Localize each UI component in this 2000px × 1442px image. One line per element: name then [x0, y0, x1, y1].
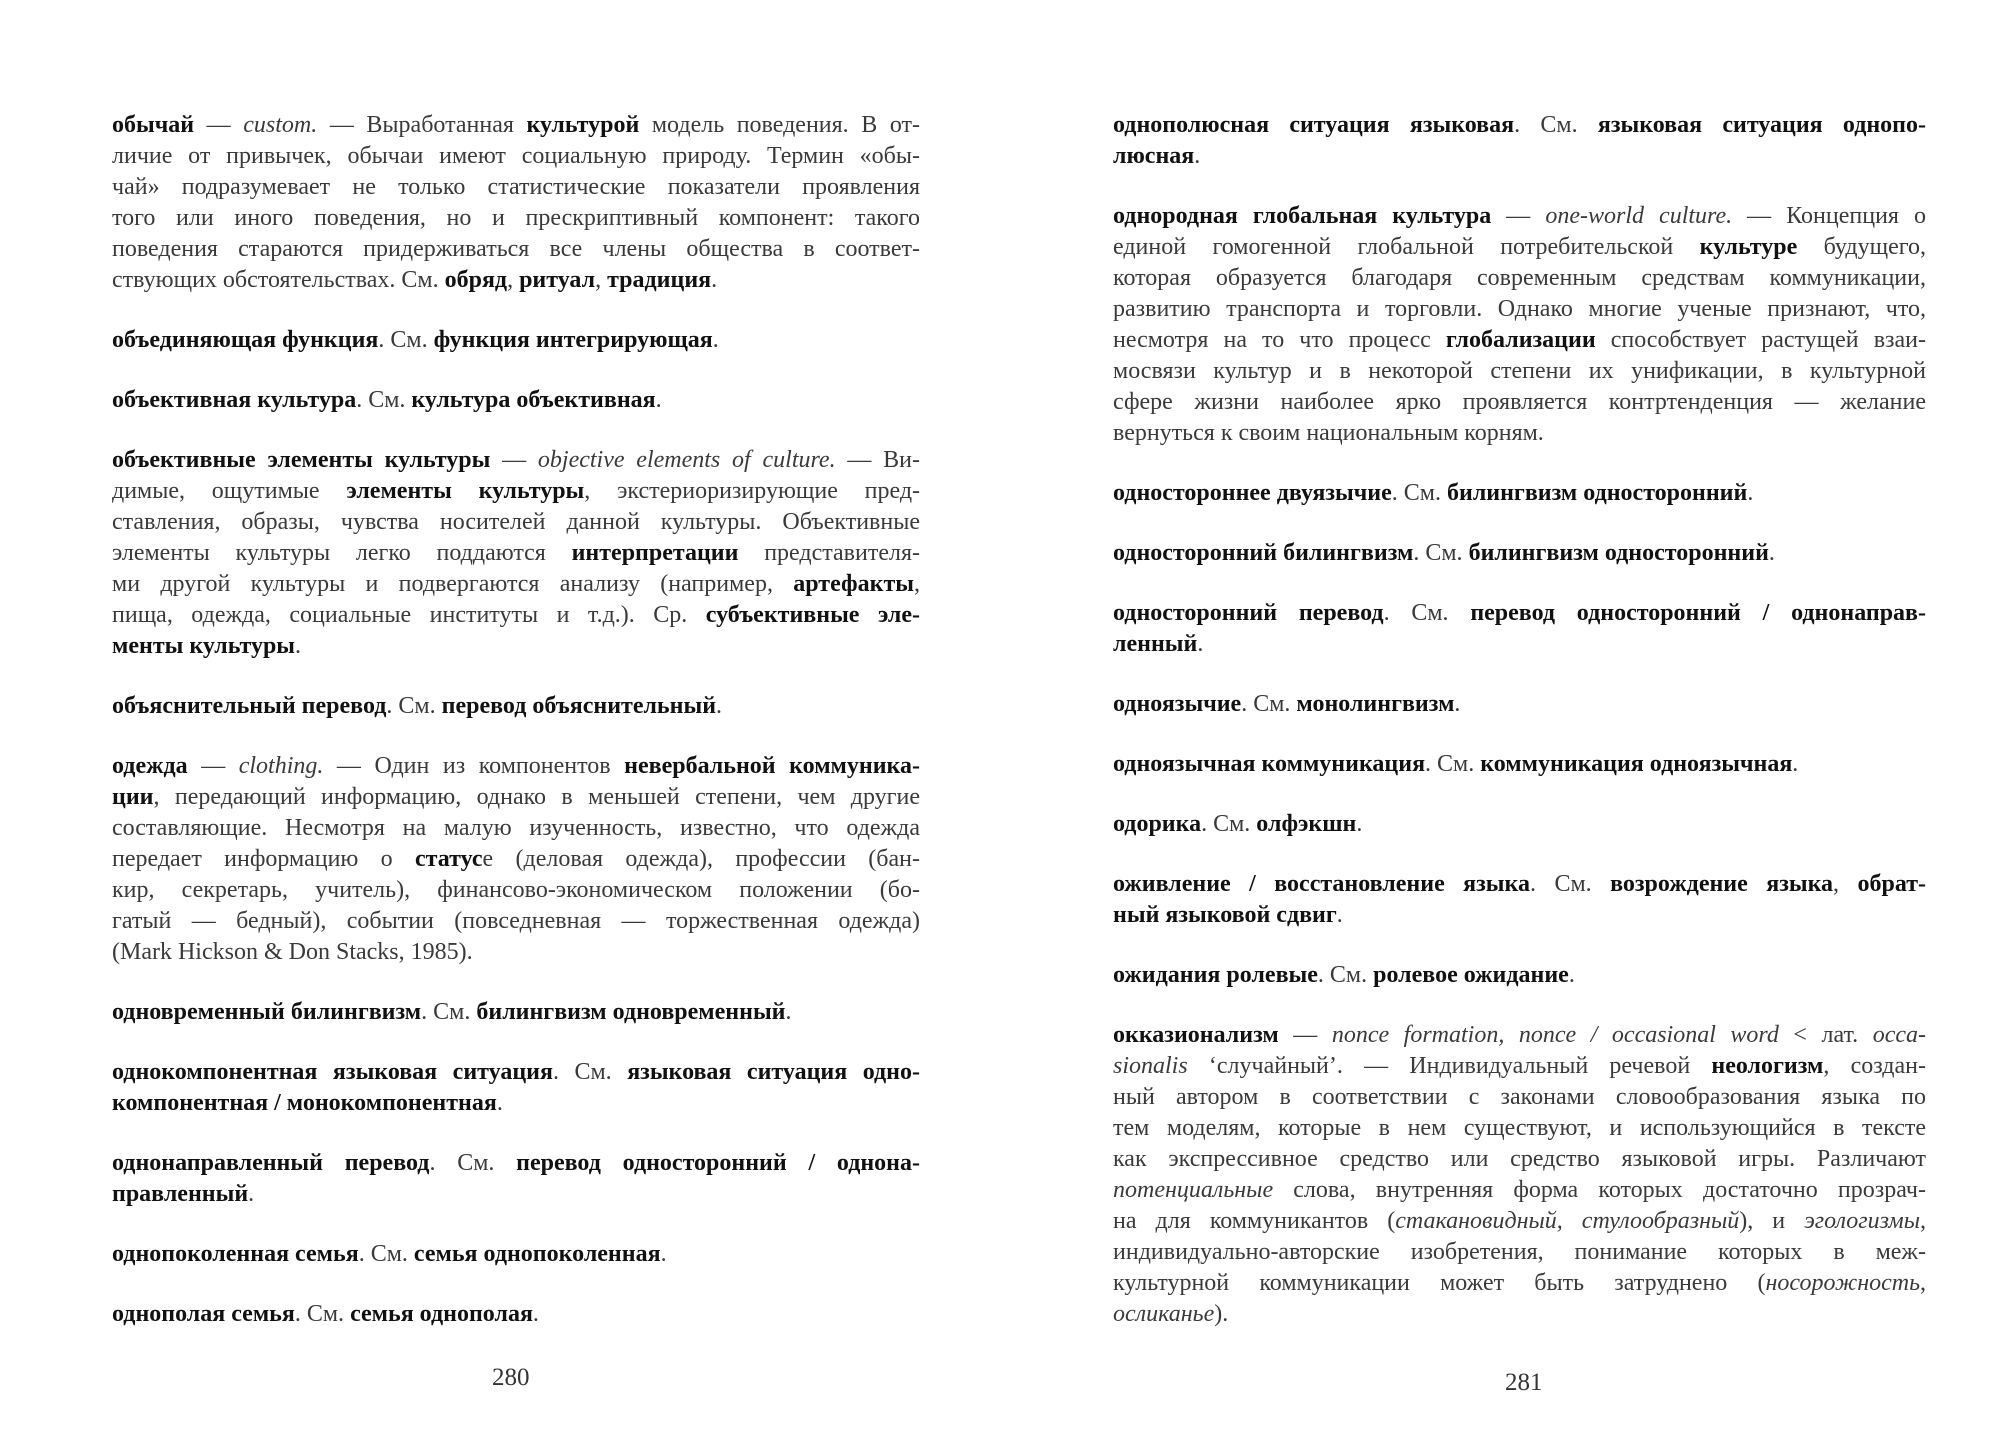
- text: ,: [1920, 1208, 1926, 1234]
- dictionary-entry: [1113, 689, 1926, 720]
- term-bold: односторонний билингвизм: [1113, 540, 1414, 566]
- term-bold: языковая ситуация одно-: [627, 1059, 920, 1085]
- entry-line: [1113, 232, 1926, 263]
- text: будущего,: [1797, 234, 1926, 260]
- text-italic: эгологизмы: [1804, 1208, 1920, 1234]
- dictionary-entry: [1113, 749, 1926, 780]
- left-page-column: [112, 110, 920, 1359]
- text: — Выработанная: [317, 112, 527, 138]
- entry-line: [112, 751, 920, 782]
- term-bold: однополюсная ситуация языковая: [1113, 112, 1515, 138]
- text: . См.: [1383, 600, 1471, 626]
- text: . См.: [294, 1301, 351, 1327]
- text-italic: custom.: [243, 112, 318, 138]
- term-bold: функция интегрирующая: [433, 327, 713, 353]
- entry-line: [112, 1179, 920, 1210]
- text: < лат.: [1778, 1022, 1873, 1048]
- text: — Концепция о: [1732, 203, 1926, 229]
- term-bold: традиция: [607, 267, 712, 293]
- entry-line: [112, 691, 920, 722]
- text: .: [1568, 962, 1575, 988]
- term-bold: культура объективная: [411, 387, 656, 413]
- text: . См.: [552, 1059, 628, 1085]
- text: — Один из компонентов: [323, 753, 625, 779]
- entry-line: [112, 631, 920, 662]
- entry-line: [112, 844, 920, 875]
- text: модель поведения. В от-: [639, 112, 921, 138]
- entry-line: [112, 997, 920, 1028]
- term-bold: языковая ситуация однопо-: [1597, 112, 1927, 138]
- text: индивидуально-авторские изобретения, понимание которых в меж-: [1113, 1239, 1926, 1265]
- dictionary-entry: [112, 1148, 920, 1210]
- entry-line: [1113, 1051, 1926, 1082]
- entry-line: [1113, 110, 1926, 141]
- text: сфере жизни наиболее ярко проявляется контртенденция — желание: [1113, 389, 1926, 415]
- text-italic: осликанье: [1113, 1301, 1215, 1327]
- dictionary-entry: [112, 385, 920, 416]
- term-bold: ции: [112, 784, 154, 810]
- entry-line: [112, 813, 920, 844]
- term-bold: оживление / восстановление языка: [1113, 871, 1530, 897]
- text: —: [194, 112, 244, 138]
- entry-line: [1113, 1175, 1926, 1206]
- dictionary-entry: [1113, 869, 1926, 931]
- term-bold: билингвизм односторонний: [1446, 480, 1748, 506]
- entry-line: [1113, 263, 1926, 294]
- text: , экстериоризирующие пред-: [584, 478, 921, 504]
- dictionary-entry: [1113, 809, 1926, 840]
- entry-line: [1113, 1020, 1926, 1051]
- dictionary-entry: [112, 997, 920, 1028]
- text: на для коммуникантов (: [1113, 1208, 1396, 1234]
- text-italic: носорожность: [1765, 1270, 1920, 1296]
- text: . См.: [386, 693, 442, 719]
- text: развитию транспорта и торговли. Однако многие ученые признают, что,: [1113, 296, 1926, 322]
- text: личие от привычек, обычаи имеют социальную природу. Термин «обы-: [112, 143, 920, 169]
- text-italic: sionalis: [1113, 1053, 1188, 1079]
- text: .: [1768, 540, 1775, 566]
- text: , передающий информацию, однако в меньшей степени, чем другие: [153, 784, 920, 810]
- term-bold: ритуал: [519, 267, 596, 293]
- term-bold: одностороннее двуязычие: [1113, 480, 1392, 506]
- text: .: [1792, 751, 1799, 777]
- text-italic: потенциальные: [1113, 1177, 1274, 1203]
- text: того или иного поведения, но и прескриптивный компонент: такого: [112, 205, 920, 231]
- text: .: [1197, 631, 1204, 657]
- term-bold: обряд: [444, 267, 508, 293]
- text-italic: nonce formation, nonce / occasional word: [1331, 1022, 1779, 1048]
- term-bold: однопоколенная семья: [112, 1241, 359, 1267]
- page-number-left: 280: [492, 1364, 530, 1391]
- entry-line: [112, 1088, 920, 1119]
- text-italic: стакановидный, стулообразный: [1395, 1208, 1740, 1234]
- text: . См.: [1425, 751, 1481, 777]
- entry-line: [1113, 356, 1926, 387]
- text: . См.: [378, 327, 434, 353]
- dictionary-entry: [112, 1299, 920, 1330]
- text: —: [1491, 203, 1546, 229]
- term-bold: статус: [415, 846, 483, 872]
- text: .: [1336, 902, 1343, 928]
- term-bold: однокомпонентная языковая ситуация: [112, 1059, 553, 1085]
- text-italic: one-world culture.: [1545, 203, 1733, 229]
- text: . См.: [1413, 540, 1469, 566]
- page-number-right: 281: [1505, 1369, 1543, 1396]
- text: гатый — бедный), событии (повседневная — торжественная одежда): [112, 908, 920, 934]
- entry-line: [112, 600, 920, 631]
- text: е (деловая одежда), профессии (бан-: [482, 846, 920, 872]
- dictionary-entry: [1113, 201, 1926, 449]
- text: несмотря на то что процесс: [1113, 327, 1446, 353]
- text-italic: occa-: [1872, 1022, 1927, 1048]
- entry-line: [112, 234, 920, 265]
- text: димые, ощутимые: [112, 478, 347, 504]
- entry-line: [1113, 960, 1926, 991]
- text: вернуться к своим национальным корням.: [1113, 420, 1544, 446]
- term-bold: одноязычие: [1113, 691, 1242, 717]
- dictionary-entry: [1113, 478, 1926, 509]
- entry-line: [112, 782, 920, 813]
- entry-line: [1113, 1113, 1926, 1144]
- text: ‘случайный’. — Индивидуальный речевой: [1187, 1053, 1712, 1079]
- term-bold: интерпретации: [571, 540, 739, 566]
- text: ,: [595, 267, 608, 293]
- text: ), и: [1739, 1208, 1805, 1234]
- term-bold: ожидания ролевые: [1113, 962, 1318, 988]
- text: как экспрессивное средство или средство языковой игры. Различают: [1113, 1146, 1926, 1172]
- entry-line: [1113, 598, 1926, 629]
- entry-line: [112, 172, 920, 203]
- term-bold: элементы культуры: [346, 478, 585, 504]
- entry-line: [1113, 1299, 1926, 1330]
- entry-line: [112, 141, 920, 172]
- entry-line: [1113, 1144, 1926, 1175]
- entry-line: [1113, 387, 1926, 418]
- term-bold: объективные элементы культуры: [112, 447, 491, 473]
- dictionary-entry: [1113, 110, 1926, 172]
- term-bold: окказионализм: [1113, 1022, 1279, 1048]
- dictionary-entry: [1113, 598, 1926, 660]
- term-bold: правленный: [112, 1181, 249, 1207]
- dictionary-entry: [112, 1057, 920, 1119]
- term-bold: объединяющая функция: [112, 327, 379, 353]
- entry-line: [112, 507, 920, 538]
- text: которая образуется благодаря современным средствам коммуникации,: [1113, 265, 1926, 291]
- text: . См.: [356, 387, 412, 413]
- term-bold: ролевое ожидание: [1373, 962, 1569, 988]
- entry-line: [1113, 809, 1926, 840]
- entry-line: [1113, 1237, 1926, 1268]
- entry-line: [1113, 418, 1926, 449]
- text: пища, одежда, социальные институты и т.д.). Ср.: [112, 602, 706, 628]
- term-bold: однонаправленный перевод: [112, 1150, 430, 1176]
- text: —: [490, 447, 538, 473]
- text: ,: [507, 267, 520, 293]
- text: мосвязи культур и в некоторой степени их унификации, в культурной: [1113, 358, 1926, 384]
- term-bold: люсная: [1113, 143, 1195, 169]
- text: чай» подразумевает не только статистические показатели проявления: [112, 174, 920, 200]
- text: способствует растущей взаи-: [1595, 327, 1927, 353]
- right-page-column: [1113, 110, 1926, 1359]
- term-bold: обычай: [112, 112, 195, 138]
- entry-line: [112, 203, 920, 234]
- term-bold: билингвизм одновременный: [476, 999, 786, 1025]
- text: поведения стараются придерживаться все члены общества в соответ-: [112, 236, 920, 262]
- term-bold: коммуникация одноязычная: [1480, 751, 1793, 777]
- text: .: [655, 387, 662, 413]
- text: составляющие. Несмотря на малую изученность, известно, что одежда: [112, 815, 920, 841]
- text: ,: [1920, 1270, 1926, 1296]
- entry-line: [112, 110, 920, 141]
- entry-line: [1113, 478, 1926, 509]
- entry-line: [1113, 1206, 1926, 1237]
- text: , создан-: [1823, 1053, 1926, 1079]
- term-bold: односторонний перевод: [1113, 600, 1384, 626]
- text-italic: clothing.: [238, 753, 324, 779]
- text: .: [248, 1181, 255, 1207]
- term-bold: одноязычная коммуникация: [1113, 751, 1426, 777]
- text: .: [1194, 143, 1201, 169]
- text: . См.: [358, 1241, 414, 1267]
- text: — Ви-: [835, 447, 920, 473]
- text: . См.: [1514, 112, 1598, 138]
- entry-line: [112, 937, 920, 968]
- term-bold: обрат-: [1857, 871, 1926, 897]
- text: .: [496, 1090, 503, 1116]
- entry-line: [112, 1239, 920, 1270]
- dictionary-entry: [1113, 960, 1926, 991]
- text: .: [712, 327, 719, 353]
- text: .: [532, 1301, 539, 1327]
- text: . См.: [421, 999, 477, 1025]
- entry-line: [1113, 629, 1926, 660]
- text: кир, секретарь, учитель), финансово-экономическом положении (бо-: [112, 877, 920, 903]
- term-bold: возрождение языка: [1610, 871, 1834, 897]
- term-bold: перевод односторонний / однонаправ-: [1470, 600, 1926, 626]
- text: .: [716, 693, 723, 719]
- term-bold: культурой: [526, 112, 640, 138]
- term-bold: объективная культура: [112, 387, 357, 413]
- entry-line: [1113, 141, 1926, 172]
- term-bold: невербальной коммуника-: [624, 753, 920, 779]
- text: ,: [914, 571, 920, 597]
- entry-line: [112, 1148, 920, 1179]
- dictionary-entry: [112, 325, 920, 356]
- dictionary-entry: [1113, 538, 1926, 569]
- text: .: [711, 267, 718, 293]
- term-bold: перевод односторонний / однона-: [516, 1150, 920, 1176]
- text: передает информацию о: [112, 846, 416, 872]
- text: ный автором в соответствии с законами словообразования языка по: [1113, 1084, 1926, 1110]
- text: . См.: [1391, 480, 1447, 506]
- text: .: [1454, 691, 1461, 717]
- dictionary-entry: [112, 110, 920, 296]
- entry-line: [1113, 538, 1926, 569]
- entry-line: [1113, 325, 1926, 356]
- text: .: [660, 1241, 667, 1267]
- term-bold: однородная глобальная культура: [1113, 203, 1492, 229]
- text: ми другой культуры и подвергаются анализу (например,: [112, 571, 794, 597]
- entry-line: [112, 445, 920, 476]
- term-bold: объяснительный перевод: [112, 693, 387, 719]
- entry-line: [1113, 201, 1926, 232]
- dictionary-entry: [112, 1239, 920, 1270]
- term-bold: одновременный билингвизм: [112, 999, 422, 1025]
- entry-line: [112, 1057, 920, 1088]
- entry-line: [1113, 1082, 1926, 1113]
- text: (Mark Hickson & Don Stacks, 1985).: [112, 939, 473, 965]
- entry-line: [112, 875, 920, 906]
- text: культурной коммуникации может быть затруднено (: [1113, 1270, 1766, 1296]
- text: .: [1747, 480, 1754, 506]
- term-bold: компонентная / монокомпонентная: [112, 1090, 497, 1116]
- term-bold: перевод объяснительный: [441, 693, 717, 719]
- term-bold: глобализации: [1445, 327, 1596, 353]
- text: ,: [1833, 871, 1858, 897]
- text: слова, внутренняя форма которых достаточно прозрач-: [1273, 1177, 1926, 1203]
- text: . См.: [1201, 811, 1257, 837]
- term-bold: неологизм: [1711, 1053, 1824, 1079]
- entry-line: [1113, 749, 1926, 780]
- entry-line: [112, 538, 920, 569]
- entry-line: [112, 476, 920, 507]
- term-bold: субъективные эле-: [705, 602, 920, 628]
- text: тем моделям, которые в нем существуют, и использующийся в тексте: [1113, 1115, 1926, 1141]
- text: .: [1356, 811, 1363, 837]
- text-italic: objective elements of culture.: [537, 447, 836, 473]
- text: . См.: [429, 1150, 517, 1176]
- text: . См.: [1317, 962, 1374, 988]
- text: —: [187, 753, 239, 779]
- entry-line: [112, 325, 920, 356]
- term-bold: одежда: [112, 753, 188, 779]
- dictionary-entry: [1113, 1020, 1926, 1330]
- term-bold: семья однопоколенная: [413, 1241, 661, 1267]
- entry-line: [1113, 689, 1926, 720]
- term-bold: менты культуры: [112, 633, 296, 659]
- term-bold: одорика: [1113, 811, 1202, 837]
- dictionary-entry: [112, 751, 920, 968]
- term-bold: артефакты: [793, 571, 914, 597]
- text: —: [1278, 1022, 1332, 1048]
- text: . См.: [1530, 871, 1611, 897]
- entry-line: [1113, 900, 1926, 931]
- text: представителя-: [738, 540, 920, 566]
- term-bold: семья однополая: [350, 1301, 533, 1327]
- term-bold: ленный: [1113, 631, 1198, 657]
- term-bold: монолингвизм: [1296, 691, 1455, 717]
- dictionary-entry: [112, 445, 920, 662]
- term-bold: однополая семья: [112, 1301, 295, 1327]
- term-bold: ный языковой сдвиг: [1113, 902, 1337, 928]
- term-bold: культуре: [1699, 234, 1798, 260]
- text: ствующих обстоятельствах. См.: [112, 267, 445, 293]
- text: ).: [1214, 1301, 1229, 1327]
- entry-line: [112, 385, 920, 416]
- text: элементы культуры легко поддаются: [112, 540, 572, 566]
- dictionary-entry: [112, 691, 920, 722]
- entry-line: [112, 569, 920, 600]
- text: единой гомогенной глобальной потребительской: [1113, 234, 1700, 260]
- entry-line: [112, 1299, 920, 1330]
- entry-line: [112, 265, 920, 296]
- term-bold: билингвизм односторонний: [1468, 540, 1769, 566]
- term-bold: олфэкшн: [1256, 811, 1357, 837]
- entry-line: [1113, 294, 1926, 325]
- entry-line: [1113, 1268, 1926, 1299]
- text: .: [785, 999, 792, 1025]
- entry-line: [112, 906, 920, 937]
- text: ставления, образы, чувства носителей данной культуры. Объективные: [112, 509, 920, 535]
- entry-line: [1113, 869, 1926, 900]
- text: . См.: [1241, 691, 1297, 717]
- text: .: [295, 633, 302, 659]
